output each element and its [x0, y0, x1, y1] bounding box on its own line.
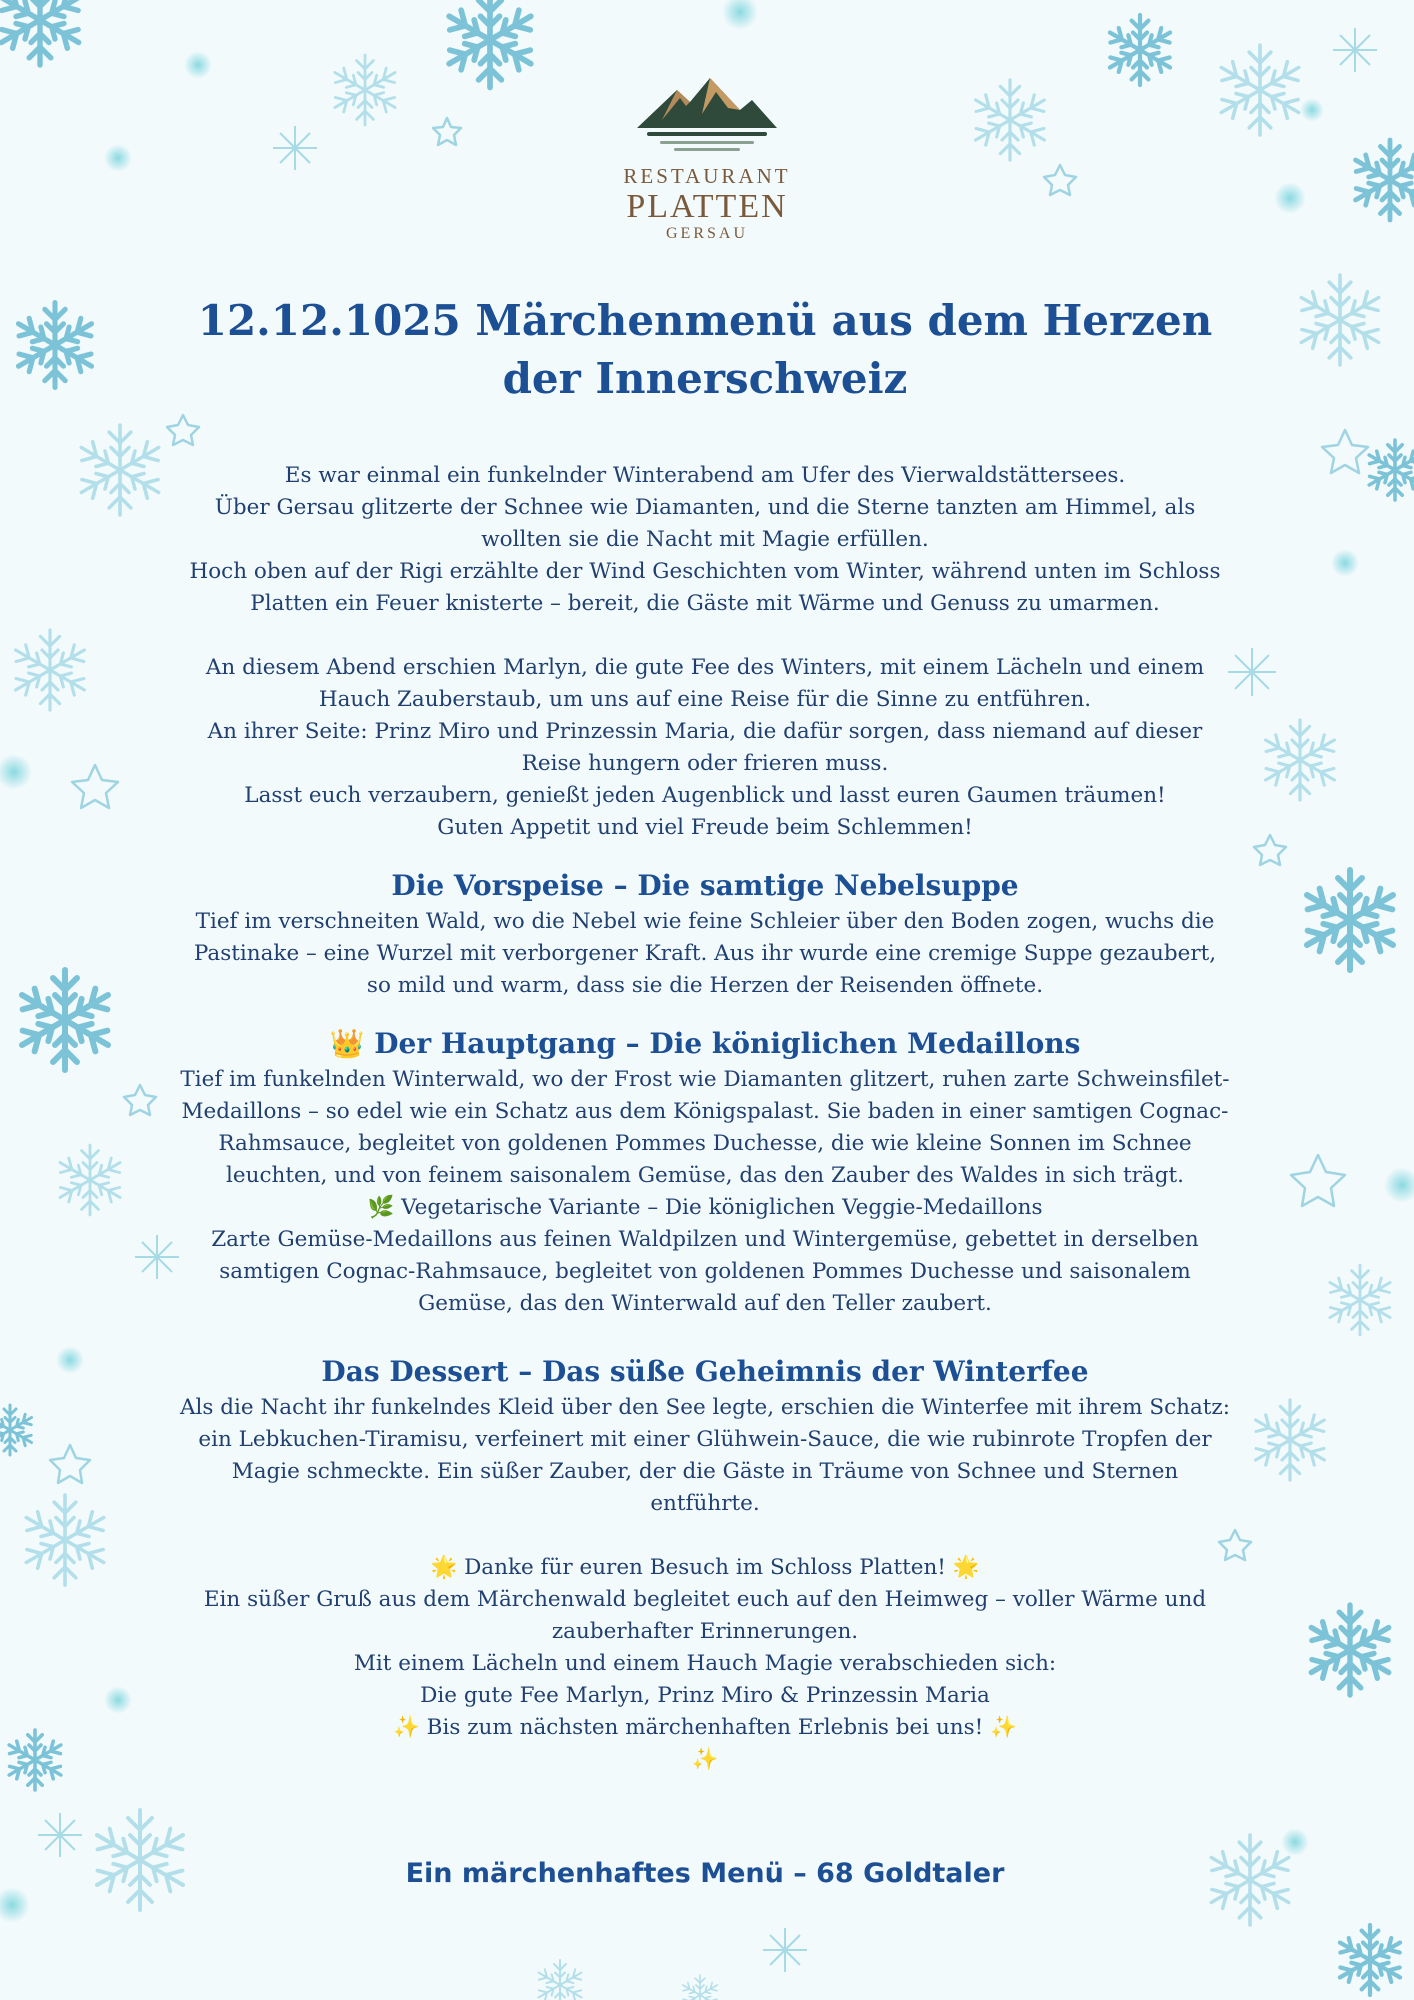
herb-icon: 🌿	[367, 1195, 395, 1220]
logo-restaurant-text: RESTAURANT	[623, 164, 791, 188]
mountain-icon	[632, 70, 782, 160]
intro-paragraph: Über Gersau glitzerte der Schnee wie Diamanten, und die Sterne tanzten am Himmel, als wollten sie die Nacht mit Magie erfüllen.	[214, 495, 1196, 552]
intro-paragraph: An ihrer Seite: Prinz Miro und Prinzessin Maria, die dafür sorgen, dass niemand auf dieser Reise hungern oder frieren muss.	[207, 719, 1203, 776]
intro-paragraph: Guten Appetit und viel Freude beim Schlemmen!	[437, 815, 973, 840]
intro-paragraph: Hoch oben auf der Rigi erzählte der Wind Geschichten vom Winter, während unten im Schloss Platten ein Feuer knisterte – bereit, die Gäste mit Wärme und Genuss zu umarmen.	[189, 559, 1221, 616]
closing-section	[180, 1552, 1230, 1776]
dessert-heading: Das Dessert – Das süße Geheimnis der Winterfee	[321, 1355, 1089, 1388]
star-icon: 🌟	[952, 1555, 980, 1580]
crown-icon: 👑	[329, 1027, 365, 1060]
main-course-heading-text: Der Hauptgang – Die königlichen Medaillons	[374, 1027, 1081, 1060]
intro-section	[180, 460, 1230, 844]
dessert-description: Als die Nacht ihr funkelndes Kleid über den See legte, erschien die Winterfee mit ihrem Schatz: ein Lebkuchen-Tiramisu, verfeinert mit einer Glühwein-Sauce, die wie rubinrote Tropfen der Magie schmeckte. Ein süßer Zauber, der die Gäste in Träume von Schnee und Sternen entführte.	[180, 1395, 1230, 1516]
logo-name-text: PLATTEN	[626, 188, 788, 225]
sparkles-icon: ✨	[393, 1715, 420, 1740]
closing-signature: Die gute Fee Marlyn, Prinz Miro & Prinzessin Maria	[420, 1683, 990, 1708]
restaurant-logo	[597, 70, 817, 243]
closing-farewell: Mit einem Lächeln und einem Hauch Magie verabschieden sich:	[353, 1651, 1057, 1676]
main-course-heading	[180, 1024, 1230, 1064]
intro-paragraph: An diesem Abend erschien Marlyn, die gute Fee des Winters, mit einem Lächeln und einem Hauch Zauberstaub, um uns auf eine Reise für die Sinne zu entführen.	[205, 655, 1205, 712]
menu-price: Ein märchenhaftes Menü – 68 Goldtaler	[405, 1858, 1005, 1889]
next-visit-text: Bis zum nächsten märchenhaften Erlebnis bei uns!	[426, 1715, 984, 1740]
intro-paragraph: Lasst euch verzaubern, genießt jeden Augenblick und lasst euren Gaumen träumen!	[244, 783, 1166, 808]
closing-next-visit	[180, 1712, 1230, 1744]
intro-paragraph: Es war einmal ein funkelnder Winterabend am Ufer des Vierwaldstättersees.	[284, 463, 1126, 488]
vegetarian-heading	[180, 1192, 1230, 1224]
sparkles-icon: ✨	[691, 1747, 719, 1772]
closing-greeting: Ein süßer Gruß aus dem Märchenwald begleitet euch auf den Heimweg – voller Wärme und zauberhafter Erinnerungen.	[203, 1587, 1207, 1644]
main-course-section	[180, 1024, 1230, 1320]
thanks-line	[180, 1552, 1230, 1584]
logo-location-text: GERSAU	[665, 225, 748, 242]
menu-title: 12.12.1025 Märchenmenü aus dem Herzen der Innerschweiz	[197, 296, 1213, 403]
vegetarian-heading-text: Vegetarische Variante – Die königlichen Veggie-Medaillons	[401, 1195, 1043, 1220]
thanks-text: Danke für euren Besuch im Schloss Platten!	[464, 1555, 946, 1580]
menu-content	[180, 460, 1230, 1776]
dessert-section	[180, 1352, 1230, 1520]
starter-section	[180, 866, 1230, 1002]
vegetarian-description: Zarte Gemüse-Medaillons aus feinen Waldpilzen und Wintergemüse, gebettet in derselben samtigen Cognac-Rahmsauce, begleitet von goldenen Pommes Duchesse und saisonalem Gemüse, das den Winterwald auf den Teller zaubert.	[211, 1227, 1199, 1316]
main-course-description: Tief im funkelnden Winterwald, wo der Frost wie Diamanten glitzert, ruhen zarte Schweinsfilet-Medaillons – so edel wie ein Schatz aus dem Königspalast. Sie baden in einer samtigen Cognac-Rahmsauce, begleitet von goldenen Pommes Duchesse, die wie kleine Sonnen im Schnee leuchten, und von feinem saisonalem Gemüse, das den Zauber des Waldes in sich trägt.	[180, 1067, 1230, 1188]
starter-description: Tief im verschneiten Wald, wo die Nebel wie feine Schleier über den Boden zogen, wuchs die Pastinake – eine Wurzel mit verborgener Kraft. Aus ihr wurde eine cremige Suppe gezaubert, so mild und warm, dass sie die Herzen der Reisenden öffnete.	[193, 909, 1217, 998]
sparkles-icon: ✨	[990, 1715, 1017, 1740]
starter-heading: Die Vorspeise – Die samtige Nebelsuppe	[391, 869, 1019, 902]
star-icon: 🌟	[430, 1555, 458, 1580]
